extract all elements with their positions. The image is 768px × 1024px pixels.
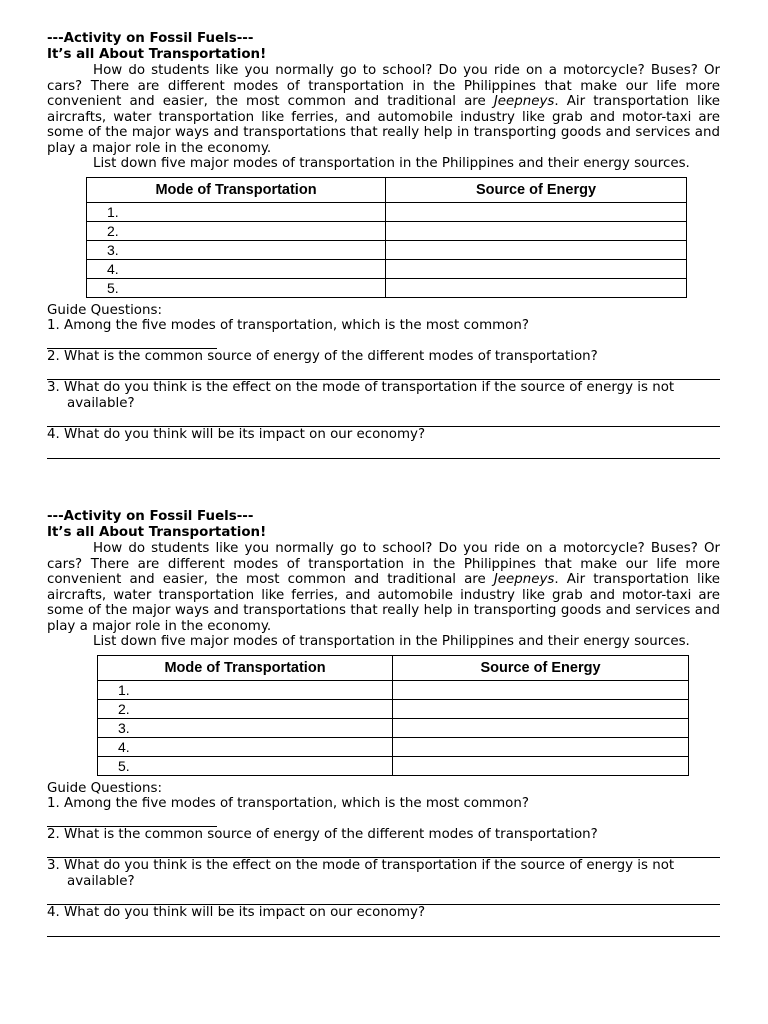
- mode-cell[interactable]: 5.: [98, 756, 393, 775]
- mode-cell[interactable]: 4.: [98, 737, 393, 756]
- table-row: [98, 699, 689, 718]
- intro-text-start: How do students like you normally go to school? Do you ride on a motorcycle? Buses? Or cars? There are different modes of transportation in the Philippines that make our life more convenient and easier, the most common and traditional are: [47, 541, 720, 587]
- question-3: 3. What do you think is the effect on the mode of transportation if the source of energy is not: [47, 858, 675, 873]
- question-4: 4. What do you think will be its impact on our economy?: [47, 427, 426, 442]
- mode-cell[interactable]: 3.: [87, 240, 386, 259]
- energy-cell[interactable]: [393, 756, 689, 775]
- table-row: [87, 202, 687, 221]
- table-row: [87, 240, 687, 259]
- energy-cell[interactable]: [386, 278, 687, 297]
- question-3-continued: [47, 874, 720, 890]
- activity-subtitle: It’s all About Transportation!: [47, 47, 267, 62]
- intro-text-start: How do students like you normally go to school? Do you ride on a motorcycle? Buses? Or cars? There are different modes of transportation in the Philippines that make our life more convenient and easier, the most common and traditional are: [47, 63, 720, 109]
- question-2: 2. What is the common source of energy of the different modes of transportation?: [47, 826, 598, 842]
- table-row: [98, 756, 689, 775]
- transport-table: [97, 655, 689, 776]
- table-row: [98, 718, 689, 737]
- intro-paragraph: [47, 63, 720, 156]
- mode-cell[interactable]: 3.: [98, 718, 393, 737]
- intro-emphasis: Jeepneys: [493, 572, 555, 587]
- question-3-cont-text: available?: [67, 873, 135, 889]
- guide-questions: [47, 781, 720, 937]
- activity-title: ---Activity on Fossil Fuels---: [47, 31, 254, 46]
- mode-cell[interactable]: 1.: [98, 680, 393, 699]
- answer-line-4[interactable]: [47, 936, 720, 937]
- mode-cell[interactable]: 2.: [98, 699, 393, 718]
- instruction-paragraph: List down five major modes of transportation in the Philippines and their energy sources.: [93, 634, 690, 649]
- activity-worksheet-1: [47, 31, 720, 459]
- table-header-row: [87, 177, 687, 202]
- mode-cell[interactable]: 1.: [87, 202, 386, 221]
- energy-cell[interactable]: [393, 737, 689, 756]
- header-mode: Mode of Transportation: [98, 655, 393, 680]
- mode-cell[interactable]: 5.: [87, 278, 386, 297]
- header-mode: Mode of Transportation: [87, 177, 386, 202]
- question-1: 1. Among the five modes of transportation, which is the most common?: [47, 796, 529, 811]
- instruction-paragraph: List down five major modes of transportation in the Philippines and their energy sources.: [93, 156, 690, 171]
- table-row: [87, 221, 687, 240]
- activity-title: ---Activity on Fossil Fuels---: [47, 509, 254, 524]
- question-2: 2. What is the common source of energy of the different modes of transportation?: [47, 348, 598, 364]
- energy-cell[interactable]: [386, 202, 687, 221]
- energy-cell[interactable]: [393, 699, 689, 718]
- header-energy: Source of Energy: [393, 655, 689, 680]
- energy-cell[interactable]: [393, 680, 689, 699]
- table-row: [87, 259, 687, 278]
- question-1: 1. Among the five modes of transportation, which is the most common?: [47, 318, 529, 333]
- question-3-cont-text: available?: [67, 395, 135, 411]
- header-energy: Source of Energy: [386, 177, 687, 202]
- intro-emphasis: Jeepneys: [493, 94, 555, 109]
- intro-text-end: . Air transportation like aircrafts, water transportation like ferries, and automobile industry like grab and motor-taxi are some of the major ways and transportations that really help in transporting goods and services and play a major role in the economy.: [47, 572, 720, 634]
- energy-cell[interactable]: [386, 259, 687, 278]
- table-row: [98, 737, 689, 756]
- question-3: 3. What do you think is the effect on the mode of transportation if the source of energy is not: [47, 380, 675, 395]
- guide-label: Guide Questions:: [47, 780, 162, 796]
- guide-label: Guide Questions:: [47, 302, 162, 318]
- energy-cell[interactable]: [386, 221, 687, 240]
- activity-worksheet-2: [47, 509, 720, 937]
- energy-cell[interactable]: [393, 718, 689, 737]
- activity-subtitle: It’s all About Transportation!: [47, 525, 267, 540]
- mode-cell[interactable]: 4.: [87, 259, 386, 278]
- intro-paragraph: [47, 541, 720, 634]
- answer-line-4[interactable]: [47, 458, 720, 459]
- table-row: [87, 278, 687, 297]
- guide-questions: [47, 303, 720, 459]
- energy-cell[interactable]: [386, 240, 687, 259]
- transport-table: [86, 177, 687, 298]
- question-3-continued: [47, 396, 720, 412]
- table-header-row: [98, 655, 689, 680]
- table-row: [98, 680, 689, 699]
- mode-cell[interactable]: 2.: [87, 221, 386, 240]
- question-4: 4. What do you think will be its impact on our economy?: [47, 905, 426, 920]
- intro-text-end: . Air transportation like aircrafts, water transportation like ferries, and automobile industry like grab and motor-taxi are some of the major ways and transportations that really help in transporting goods and services and play a major role in the economy.: [47, 94, 720, 156]
